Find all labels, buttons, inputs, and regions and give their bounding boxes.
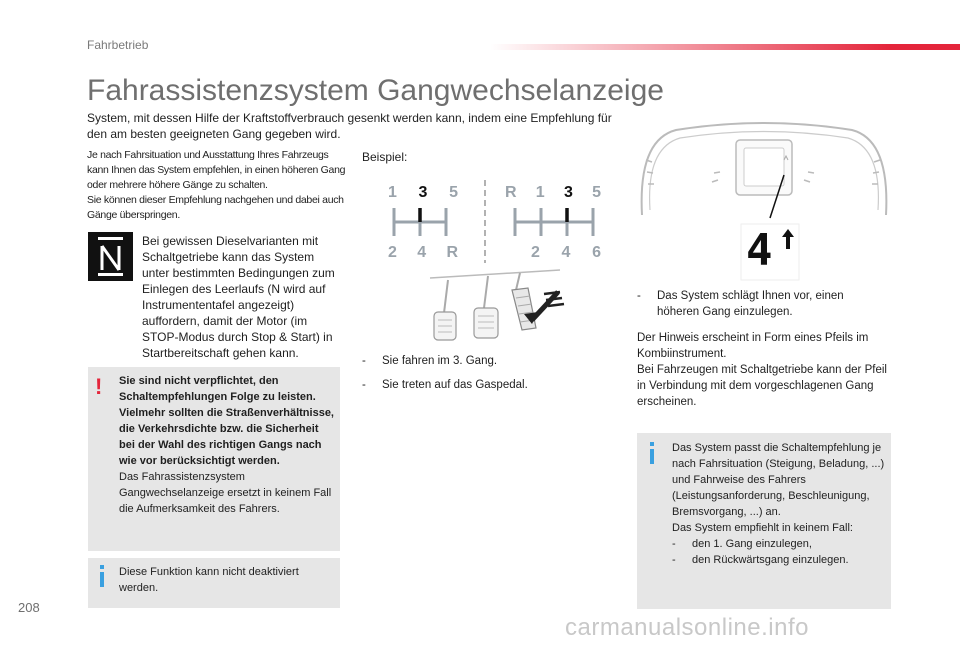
neutral-gear-icon (88, 232, 133, 281)
gear-indicator-display (740, 223, 800, 281)
info-2-item-1: - den 1. Gang einzulegen, (672, 538, 812, 550)
small-note-1: Je nach Fahrsituation und Ausstattung Ihres Fahrzeugs kann Ihnen das System empfehlen, in einen höheren Gang oder mehrere höhere Gänge zu schalten. (87, 149, 346, 191)
gear-right-top-5: 5 (592, 184, 601, 201)
gear-left-top-5: 5 (449, 184, 458, 201)
right-bullet: - Das System schlägt Ihnen vor, einen höheren Gang einzulegen. (637, 290, 844, 318)
small-note (87, 148, 349, 223)
info-icon (98, 565, 106, 587)
small-note-2: Sie können dieser Empfehlung nachgehen und dabei auch Gänge überspringen. (87, 194, 344, 221)
instrument-cluster-illustration (636, 120, 892, 220)
page-number: 208 (18, 600, 40, 615)
gear-left-bottom-2: 2 (388, 244, 397, 261)
info-1-text: Diese Funktion kann nicht deaktiviert werden. (119, 566, 299, 594)
gear-right-top-3: 3 (563, 184, 573, 201)
gearbox-diagram (385, 178, 610, 268)
neutral-text: Bei gewissen Dieselvarianten mit Schaltgetriebe kann das System unter bestimmten Bedingungen zum Einlegen des Leerlaufs (N wird auf Instrumententafel angezeigt) auffordern, damit der Motor (im STOP-Modus durch Stop & Start) in Startbereitschaft gehen kann. (142, 234, 335, 360)
warning-plain: Das Fahrassistenzsystem Gangwechselanzeige ersetzt in keinem Fall die Aufmerksamkeit des Fahrers. (119, 471, 332, 515)
watermark: carmanualsonline.info (565, 614, 809, 641)
info-icon (648, 442, 656, 464)
example-bullet-2: - Sie treten auf das Gaspedal. (362, 379, 528, 391)
gear-right-bottom-6: 6 (592, 244, 601, 261)
info-2-para: Das System passt die Schaltempfehlung je nach Fahrsituation (Steigung, Beladung, ...) und Fahrweise des Fahrers (Leistungsanforderung, Beschleunigung, Bremsvorgang, ...) an. (672, 442, 885, 518)
info-2-item-2: - den Rückwärtsgang einzulegen. (672, 554, 849, 566)
info-2-para-2: Das System empfiehlt in keinem Fall: (672, 522, 853, 534)
warning-text (119, 373, 337, 517)
warning-bold-1: Sie sind nicht verpflichtet, den Schaltempfehlungen Folge zu leisten. (119, 375, 316, 403)
gear-right-top-r: R (505, 184, 517, 201)
gear-right-top-1: 1 (535, 184, 545, 201)
right-para-2: Bei Fahrzeugen mit Schaltgetriebe kann der Pfeil in Verbindung mit dem vorgeschlagenen Gang erscheinen. (637, 364, 887, 408)
example-label: Beispiel: (362, 150, 408, 164)
gear-left-bottom-4: 4 (417, 244, 427, 261)
pedals-illustration (420, 268, 570, 348)
gear-right-bottom-2: 2 (531, 244, 540, 261)
info-2-text (672, 440, 886, 568)
gear-indicator-digit: 4 (746, 225, 773, 276)
gear-right-bottom-4: 4 (561, 244, 571, 261)
gear-left-top-1: 1 (388, 184, 397, 201)
right-paragraph (637, 330, 887, 410)
gear-left-top-3: 3 (418, 184, 428, 201)
right-para-1: Der Hinweis erscheint in Form eines Pfeils im Kombiinstrument. (637, 332, 869, 360)
section-title: Fahrbetrieb (87, 38, 149, 52)
header-accent-bar (490, 44, 960, 50)
info-2-list (672, 536, 886, 568)
warning-icon: ! (95, 374, 103, 399)
example-bullet-1: - Sie fahren im 3. Gang. (362, 355, 498, 367)
intro-text: System, mit dessen Hilfe der Kraftstoffverbrauch gesenkt werden kann, indem eine Empfehlung für den am besten geeigneten Gang gegeben wird. (87, 111, 612, 141)
gear-left-bottom-r: R (446, 244, 458, 261)
warning-bold-2: Vielmehr sollten die Straßenverhältnisse, die Verkehrsdichte bzw. die Sicherheit bei der Wahl des richtigen Gangs nach wie vor berücksichtigt werden. (119, 407, 334, 467)
page-title: Fahrassistenzsystem Gangwechselanzeige (87, 74, 664, 107)
example-bullets (362, 353, 602, 393)
